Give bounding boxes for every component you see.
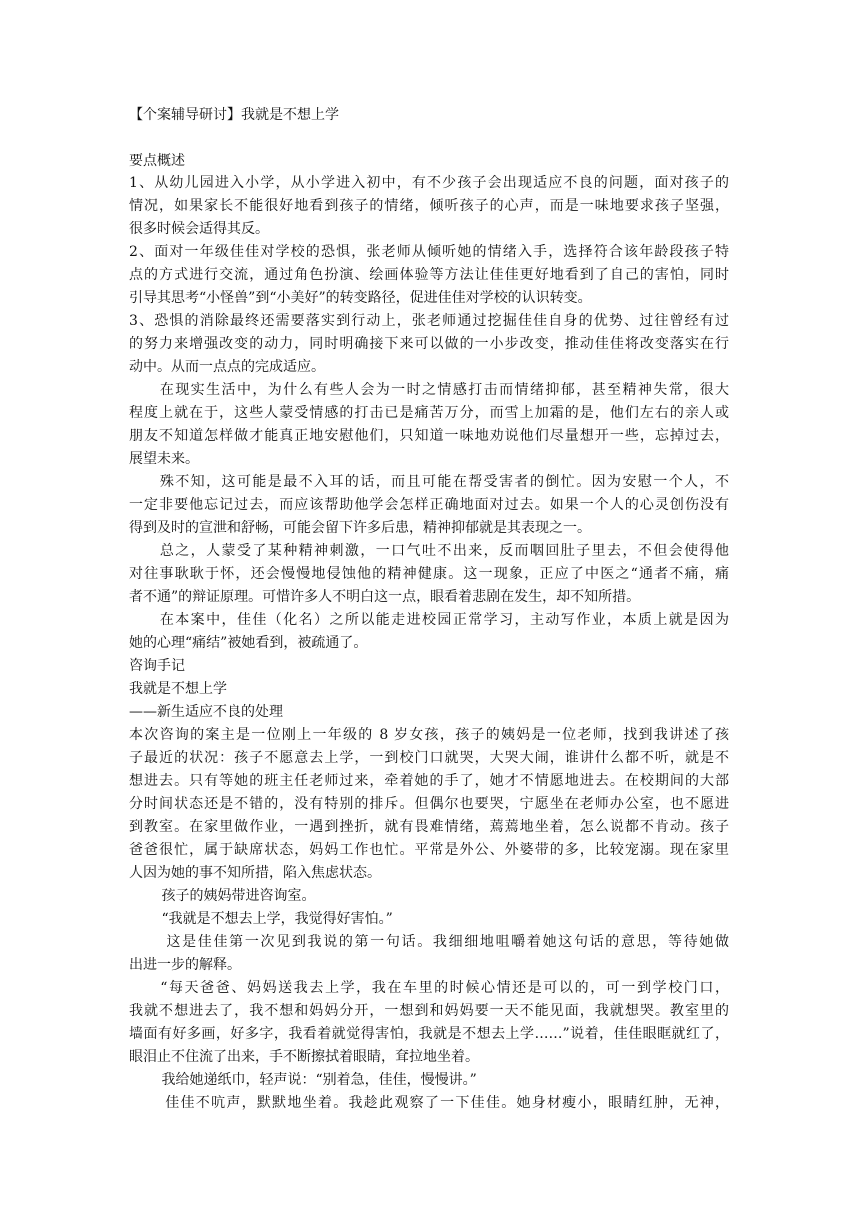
paragraph-line: 爸爸很忙，属于缺席状态，妈妈工作也忙。平常是外公、外婆带的多，比较宠溺。现在家里 <box>129 842 729 858</box>
paragraph-line: 展望未来。 <box>129 451 199 467</box>
paragraph-line: 对往事耿耿于怀，还会慢慢地侵蚀他的精神健康。这一现象，正应了中医之“通者不痛，痛 <box>129 566 729 582</box>
paragraph-line: 她的心理“痛结”被她看到，被疏通了。 <box>129 635 368 651</box>
article-subtitle: ——新生适应不良的处理 <box>129 704 283 720</box>
paragraph-line: 程度上就在于，这些人蒙受情感的打击已是痛苦万分，而雪上加霜的是，他们左右的亲人或 <box>129 405 729 421</box>
paragraph-line: 3、恐惧的消除最终还需要落实到行动上，张老师通过挖掘佳佳自身的优势、过往曾经有过 <box>129 313 729 329</box>
paragraph-line: 点的方式进行交流，通过角色扮演、绘画体验等方法让佳佳更好地看到了自己的害怕，同时 <box>129 267 729 283</box>
paragraph-line: 朋友不知道怎样做才能真正地安慰他们，只知道一味地劝说他们尽量想开一些，忘掉过去， <box>129 428 729 444</box>
paragraph-line: 人因为她的事不知所措，陷入焦虑状态。 <box>129 865 381 881</box>
paragraph-line: 分时间状态还是不错的，没有特别的排斥。但偶尔也要哭，宁愿坐在老师办公室，也不愿进 <box>129 796 729 812</box>
paragraph-line: 很多时候会适得其反。 <box>129 221 269 237</box>
paragraph-line: 动中。从而一点点的完成适应。 <box>129 359 325 375</box>
paragraph-line: 殊不知，这可能是最不入耳的话，而且可能在帮受害者的倒忙。因为安慰一个人，不 <box>129 474 729 490</box>
paragraph-line: 墙面有好多画，好多字，我看着就觉得害怕，我就是不想去上学……”说着，佳佳眼眶就红了， <box>129 1026 729 1042</box>
paragraph-line: 出进一步的解释。 <box>129 957 241 973</box>
paragraph-line: 总之，人蒙受了某种精神刺激，一口气吐不出来，反而咽回肚子里去，不但会使得他 <box>129 543 729 559</box>
paragraph-line: “每天爸爸、妈妈送我去上学，我在车里的时候心情还是可以的，可一到学校门口， <box>129 980 729 996</box>
paragraph-line: 本次咨询的案主是一位刚上一年级的 8 岁女孩，孩子的姨妈是一位老师，找到我讲述了孩 <box>129 727 729 743</box>
document-title: 【个案辅导研讨】我就是不想上学 <box>129 107 339 123</box>
paragraph-line: 在现实生活中，为什么有些人会为一时之情感打击而情绪抑郁，甚至精神失常，很大 <box>129 382 729 398</box>
section-heading-notes: 咨询手记 <box>129 658 185 674</box>
paragraph-line: 孩子的姨妈带进咨询室。 <box>129 888 316 904</box>
paragraph-line: 在本案中，佳佳（化名）之所以能走进校园正常学习，主动写作业，本质上就是因为 <box>129 612 729 628</box>
paragraph-line: 得到及时的宣泄和舒畅，可能会留下许多后患，精神抑郁就是其表现之一。 <box>129 520 591 536</box>
paragraph-line: 引导其思考“小怪兽”到“小美好”的转变路径，促进佳佳对学校的认识转变。 <box>129 290 592 306</box>
paragraph-line: 佳佳不吭声，默默地坐着。我趁此观察了一下佳佳。她身材瘦小，眼睛红肿，无神， <box>129 1095 729 1111</box>
paragraph-line: 这是佳佳第一次见到我说的第一句话。我细细地咀嚼着她这句话的意思，等待她做 <box>129 934 729 950</box>
paragraph-line: 者不通”的辩证原理。可惜许多人不明白这一点，眼看着悲剧在发生，却不知所措。 <box>129 589 641 605</box>
paragraph-line: 眼泪止不住流了出来，手不断擦拭着眼睛，耷拉地坐着。 <box>129 1049 479 1065</box>
paragraph-line: 一定非要他忘记过去，而应该帮助他学会怎样正确地面对过去。如果一个人的心灵创伤没有 <box>129 497 729 513</box>
paragraph-line: 情况，如果家长不能很好地看到孩子的情绪，倾听孩子的心声，而是一味地要求孩子坚强， <box>129 198 729 214</box>
paragraph-line: 想进去。只有等她的班主任老师过来，牵着她的手了，她才不情愿地进去。在校期间的大部 <box>129 773 729 789</box>
paragraph-line: 子最近的状况：孩子不愿意去上学，一到校门口就哭，大哭大闹，谁讲什么都不听，就是不 <box>129 750 729 766</box>
paragraph-line: 我就不想进去了，我不想和妈妈分开，一想到和妈妈要一天不能见面，我就想哭。教室里的 <box>129 1003 729 1019</box>
section-heading-summary: 要点概述 <box>129 153 185 169</box>
paragraph-line: 的努力来增强改变的动力，同时明确接下来可以做的一小步改变，推动佳佳将改变落实在行 <box>129 336 729 352</box>
paragraph-line: 1、从幼儿园进入小学，从小学进入初中，有不少孩子会出现适应不良的问题，面对孩子的 <box>129 175 729 191</box>
paragraph-line: “我就是不想去上学，我觉得好害怕。” <box>129 911 393 927</box>
paragraph-line: 我给她递纸巾，轻声说：“别着急，佳佳，慢慢讲。” <box>129 1072 477 1088</box>
paragraph-line: 2、面对一年级佳佳对学校的恐惧，张老师从倾听她的情绪入手，选择符合该年龄段孩子特 <box>129 244 729 260</box>
paragraph-line: 到教室。在家里做作业，一遇到挫折，就有畏难情绪，蔫蔫地坐着，怎么说都不肯动。孩子 <box>129 819 729 835</box>
article-title: 我就是不想上学 <box>129 681 227 697</box>
